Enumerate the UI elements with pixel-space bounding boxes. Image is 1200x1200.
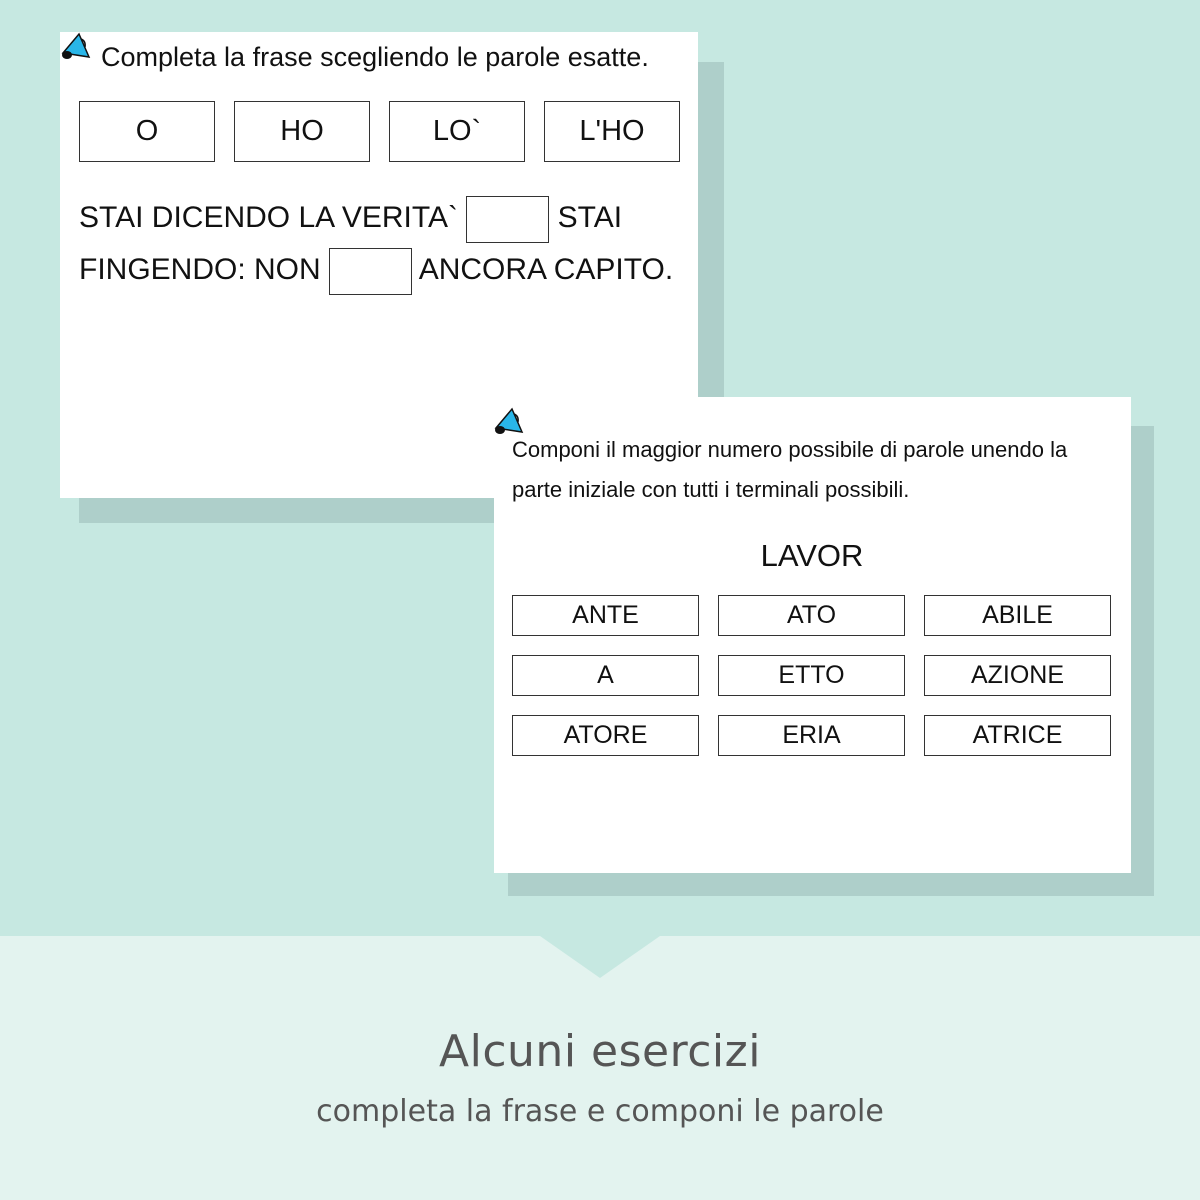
sentence-part-3: ANCORA CAPITO. — [418, 253, 674, 286]
ending-atrice-button[interactable]: ATRICE — [924, 715, 1111, 756]
sentence-part-2: STAI FINGENDO: NON — [79, 201, 623, 286]
ending-ato-button[interactable]: ATO — [718, 595, 905, 636]
exercise-1-instruction: Completa la frase scegliendo le parole esatte. — [101, 42, 649, 72]
ending-abile-button[interactable]: ABILE — [924, 595, 1111, 636]
answer-blank-1[interactable] — [466, 196, 549, 243]
sentence-part-1: STAI DICENDO LA VERITA` — [79, 201, 458, 234]
ending-ante-button[interactable]: ANTE — [512, 595, 699, 636]
option-lho-button[interactable]: L'HO — [544, 101, 680, 162]
answer-blank-2[interactable] — [329, 248, 412, 295]
ending-etto-button[interactable]: ETTO — [718, 655, 905, 696]
ending-azione-button[interactable]: AZIONE — [924, 655, 1111, 696]
ending-atore-button[interactable]: ATORE — [512, 715, 699, 756]
speaker-icon[interactable] — [59, 31, 93, 61]
ending-a-button[interactable]: A — [512, 655, 699, 696]
word-stem: LAVOR — [760, 538, 864, 573]
caption-title: Alcuni esercizi — [439, 1026, 761, 1077]
caption-subtitle: completa la frase e componi le parole — [316, 1094, 884, 1129]
option-lo-button[interactable]: LO` — [389, 101, 525, 162]
exercise-1-sentence — [79, 192, 679, 296]
caption-notch — [540, 936, 660, 978]
exercise-2-instruction: Componi il maggior numero possibile di parole unendo la parte iniziale con tutti i terminali possibili. — [512, 437, 1068, 502]
ending-eria-button[interactable]: ERIA — [718, 715, 905, 756]
option-ho-button[interactable]: HO — [234, 101, 370, 162]
option-o-button[interactable]: O — [79, 101, 215, 162]
